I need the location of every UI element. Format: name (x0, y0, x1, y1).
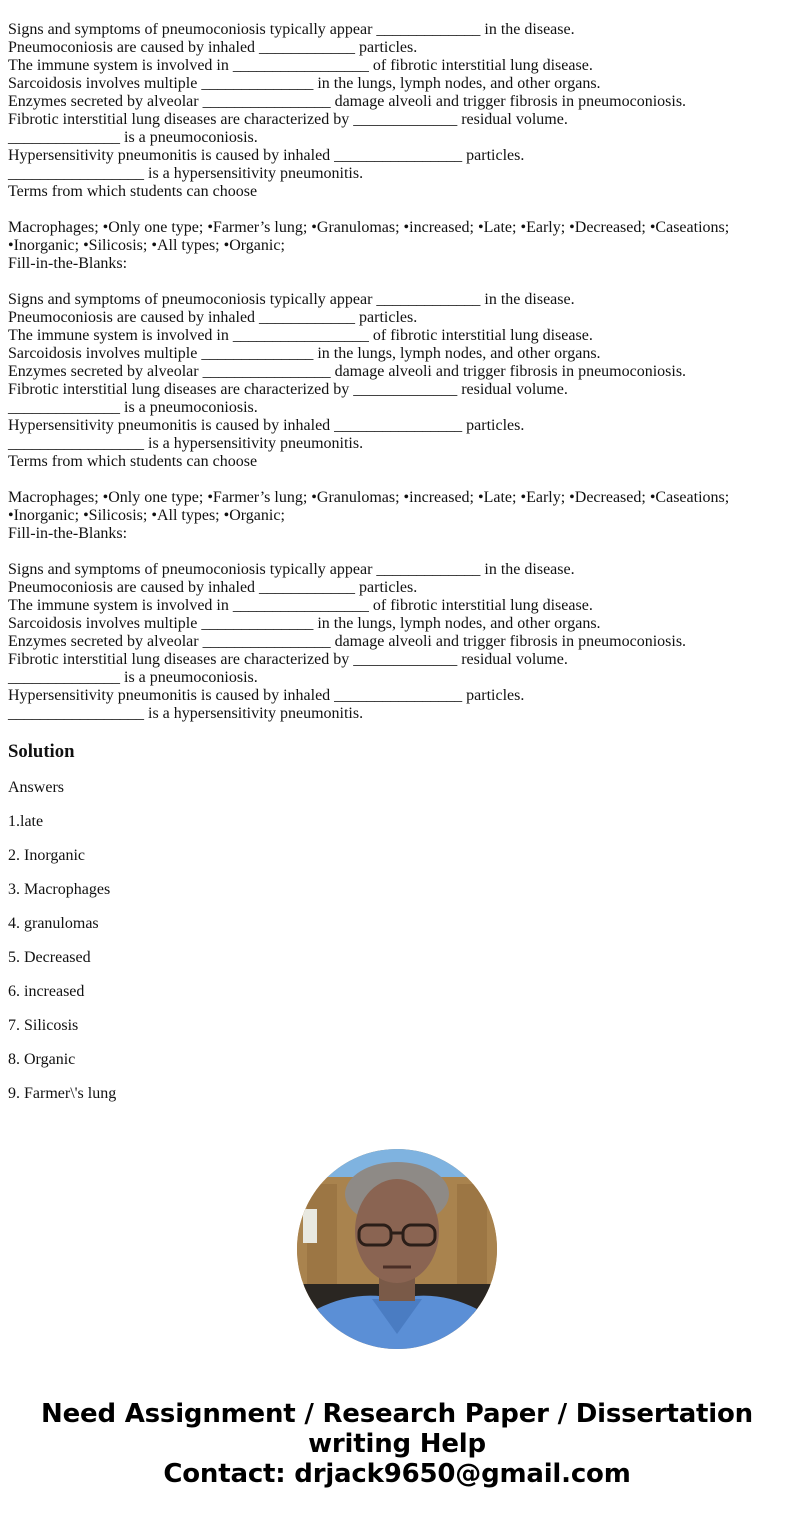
question-8: Hypersensitivity pneumonitis is caused by inhaled ________________ particles. (8, 417, 525, 434)
question-2: Pneumoconiosis are caused by inhaled ____________ particles. (8, 39, 418, 56)
question-3: The immune system is involved in _________________ of fibrotic interstitial lung disease. (8, 57, 593, 74)
portrait-image-icon (297, 1149, 497, 1349)
question-8: Hypersensitivity pneumonitis is caused by inhaled ________________ particles. (8, 147, 525, 164)
question-block-3 (8, 561, 786, 723)
terms-list-line-1: Macrophages; •Only one type; •Farmer’s lung; •Granulomas; •increased; •Late; •Early; •Decreased; •Caseations; (8, 489, 730, 506)
question-6: Fibrotic interstitial lung diseases are characterized by _____________ residual volume. (8, 381, 568, 398)
question-block-1 (8, 21, 786, 291)
author-avatar (297, 1149, 497, 1349)
question-4: Sarcoidosis involves multiple ______________ in the lungs, lymph nodes, and other organs. (8, 615, 601, 632)
answer-9: 9. Farmer\'s lung (8, 1085, 117, 1102)
fill-in-blanks-heading: Fill-in-the-Blanks: (8, 255, 128, 272)
answer-5: 5. Decreased (8, 949, 91, 966)
answer-2: 2. Inorganic (8, 847, 86, 864)
promo-headline: Need Assignment / Research Paper / Dissertation writing Help (41, 1399, 753, 1459)
question-1: Signs and symptoms of pneumoconiosis typically appear _____________ in the disease. (8, 291, 575, 308)
fill-in-blanks-heading: Fill-in-the-Blanks: (8, 525, 128, 542)
answer-6: 6. increased (8, 983, 85, 1000)
terms-list-line-1: Macrophages; •Only one type; •Farmer’s lung; •Granulomas; •increased; •Late; •Early; •Decreased; •Caseations; (8, 219, 730, 236)
terms-heading: Terms from which students can choose (8, 183, 258, 200)
question-8: Hypersensitivity pneumonitis is caused by inhaled ________________ particles. (8, 687, 525, 704)
question-4: Sarcoidosis involves multiple ______________ in the lungs, lymph nodes, and other organs. (8, 345, 601, 362)
question-1: Signs and symptoms of pneumoconiosis typically appear _____________ in the disease. (8, 21, 575, 38)
question-9: _________________ is a hypersensitivity pneumonitis. (8, 435, 364, 452)
question-5: Enzymes secreted by alveolar ________________ damage alveoli and trigger fibrosis in pneumoconiosis. (8, 363, 687, 380)
promo-contact: Contact: drjack9650@gmail.com (163, 1459, 631, 1489)
answers-label: Answers (8, 779, 64, 796)
promo-banner (0, 1399, 794, 1489)
question-2: Pneumoconiosis are caused by inhaled ____________ particles. (8, 579, 418, 596)
question-6: Fibrotic interstitial lung diseases are characterized by _____________ residual volume. (8, 111, 568, 128)
answer-3: 3. Macrophages (8, 881, 111, 898)
question-3: The immune system is involved in _________________ of fibrotic interstitial lung disease. (8, 327, 593, 344)
question-7: ______________ is a pneumoconiosis. (8, 669, 258, 686)
question-2: Pneumoconiosis are caused by inhaled ____________ particles. (8, 309, 418, 326)
question-1: Signs and symptoms of pneumoconiosis typically appear _____________ in the disease. (8, 561, 575, 578)
answer-1: 1.late (8, 813, 44, 830)
question-7: ______________ is a pneumoconiosis. (8, 129, 258, 146)
question-6: Fibrotic interstitial lung diseases are characterized by _____________ residual volume. (8, 651, 568, 668)
answers-list (8, 779, 786, 1103)
terms-heading: Terms from which students can choose (8, 453, 258, 470)
author-photo-container (0, 1149, 794, 1349)
solution-heading: Solution (8, 741, 75, 762)
question-7: ______________ is a pneumoconiosis. (8, 399, 258, 416)
terms-list-line-2: •Inorganic; •Silicosis; •All types; •Organic; (8, 507, 285, 524)
question-4: Sarcoidosis involves multiple ______________ in the lungs, lymph nodes, and other organs. (8, 75, 601, 92)
answer-7: 7. Silicosis (8, 1017, 79, 1034)
terms-list-line-2: •Inorganic; •Silicosis; •All types; •Organic; (8, 237, 285, 254)
question-9: _________________ is a hypersensitivity pneumonitis. (8, 165, 364, 182)
answer-4: 4. granulomas (8, 915, 99, 932)
answer-8: 8. Organic (8, 1051, 76, 1068)
question-5: Enzymes secreted by alveolar ________________ damage alveoli and trigger fibrosis in pneumoconiosis. (8, 633, 687, 650)
question-3: The immune system is involved in _________________ of fibrotic interstitial lung disease. (8, 597, 593, 614)
question-9: _________________ is a hypersensitivity pneumonitis. (8, 705, 364, 722)
question-block-2 (8, 291, 786, 561)
question-5: Enzymes secreted by alveolar ________________ damage alveoli and trigger fibrosis in pneumoconiosis. (8, 93, 687, 110)
